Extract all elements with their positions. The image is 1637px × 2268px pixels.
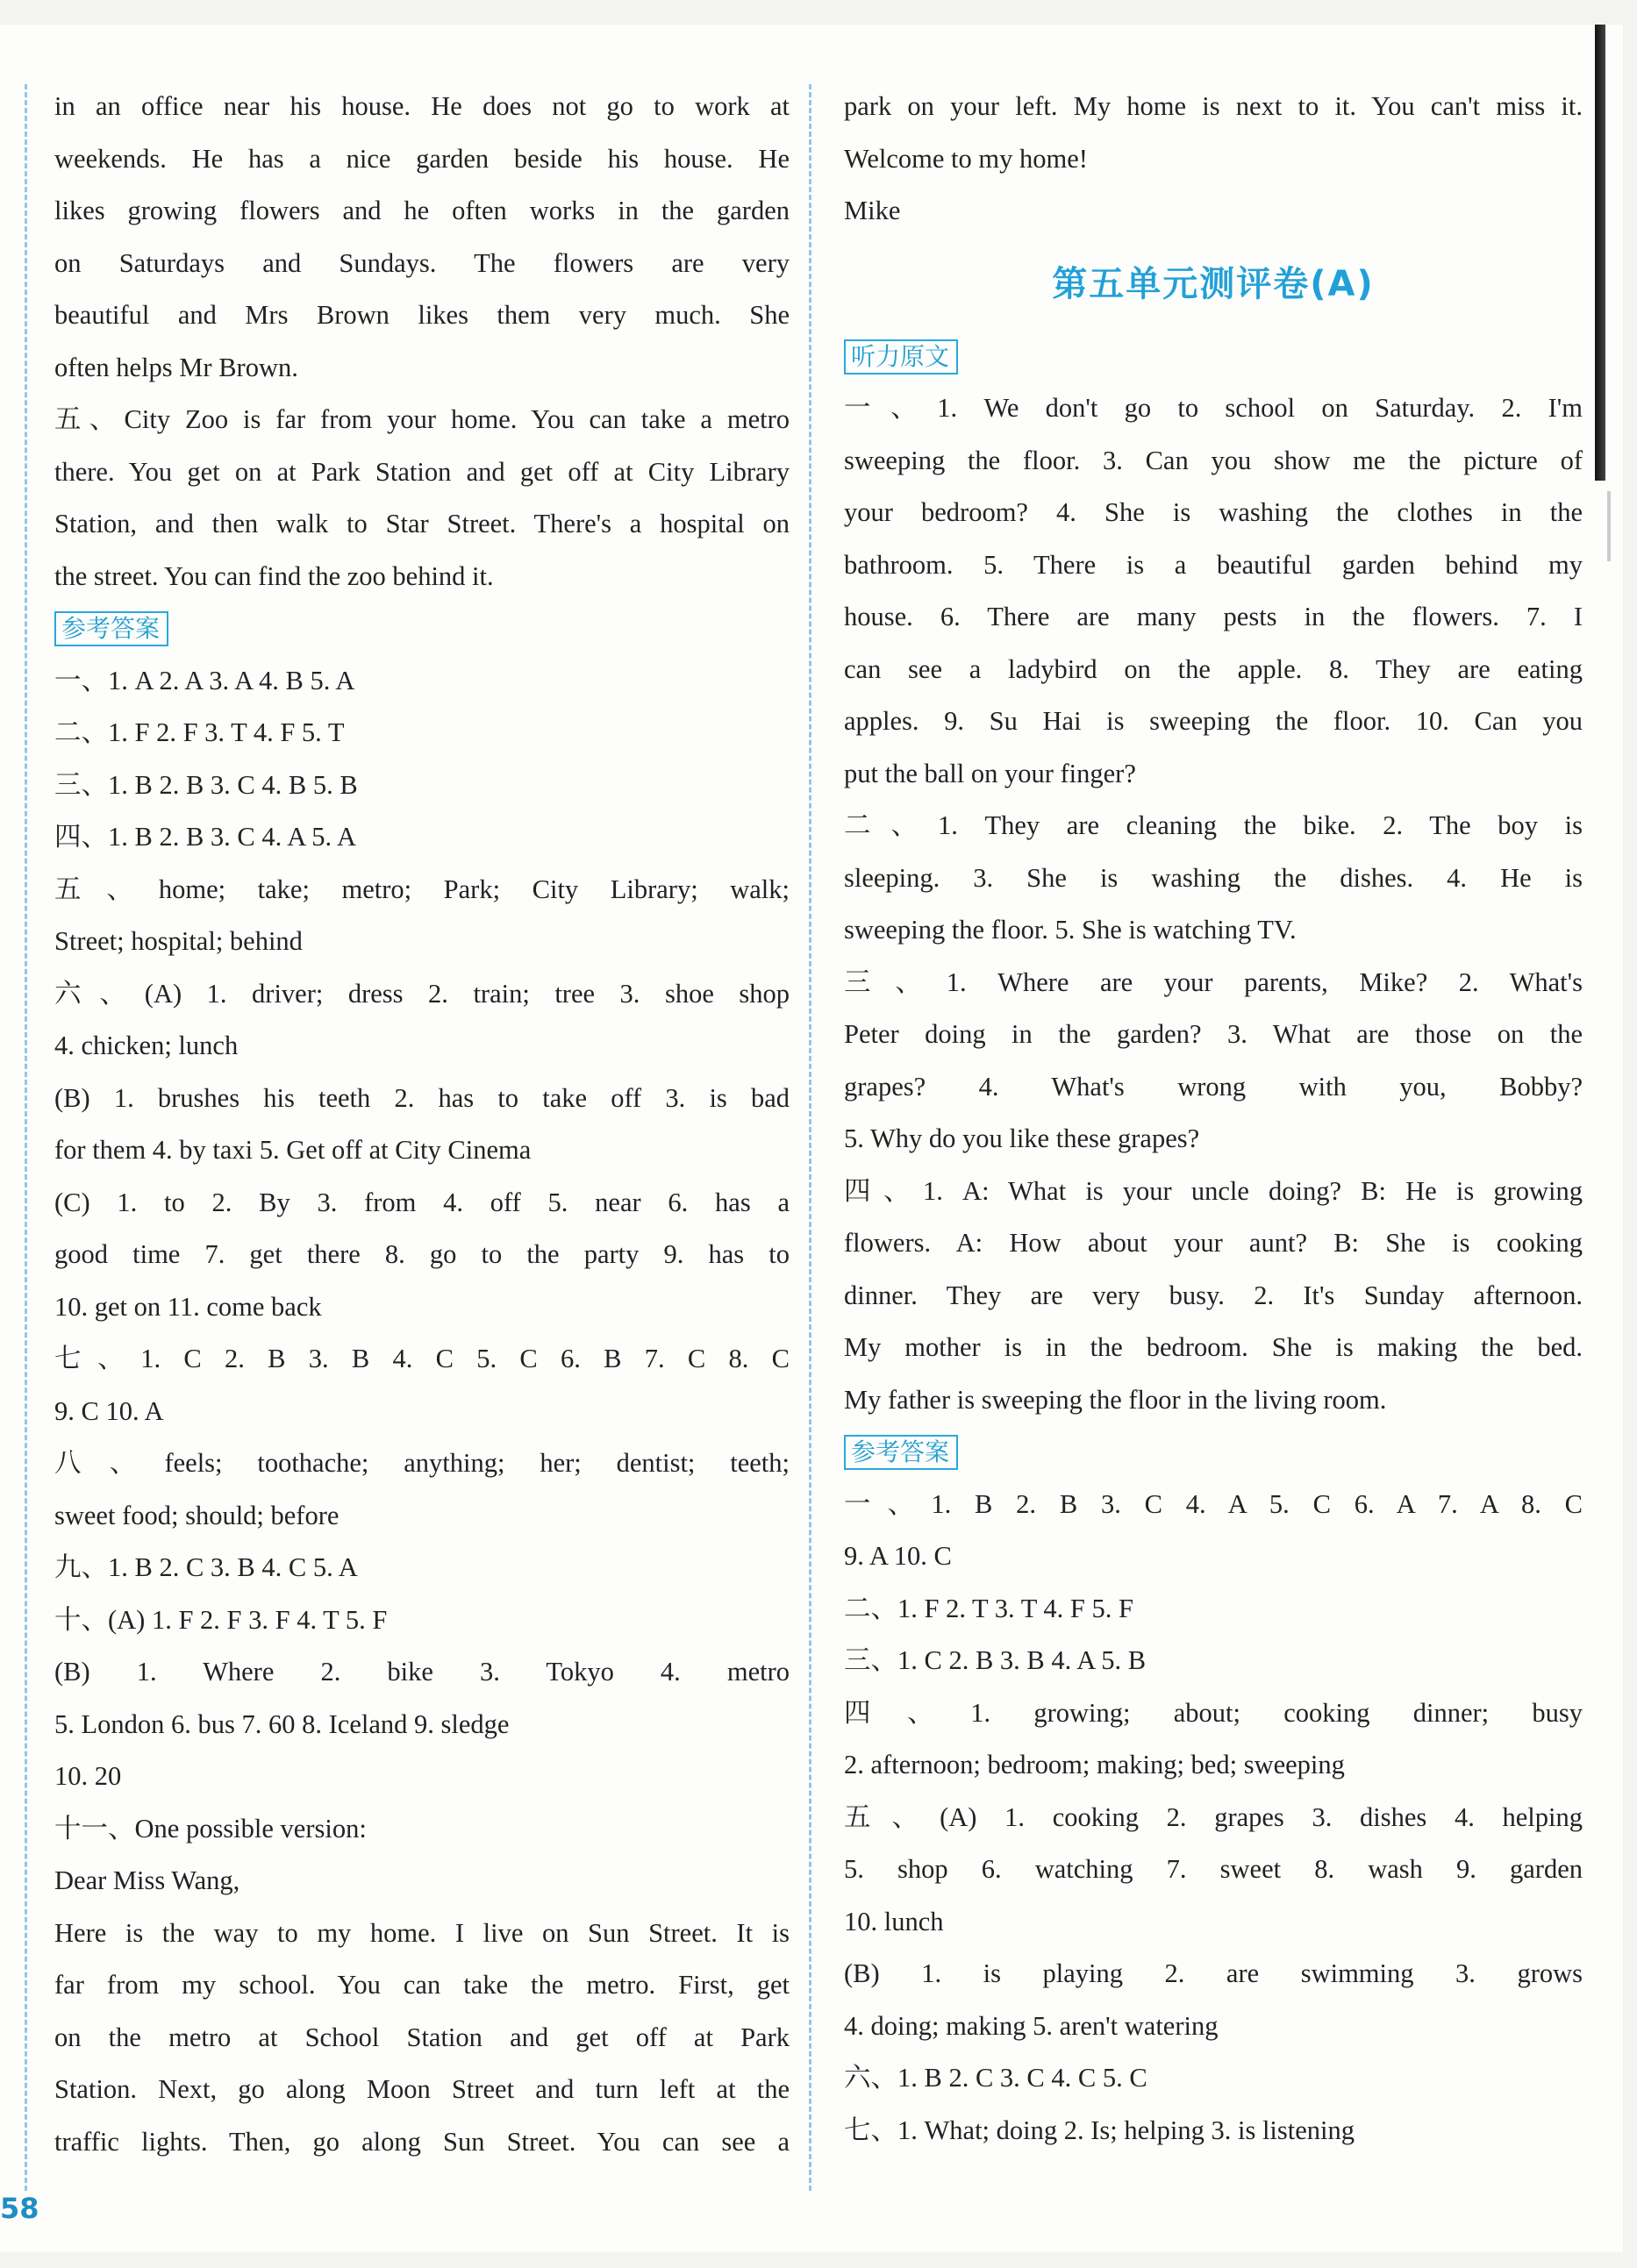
right-text-line: 二、1. F 2. T 3. T 4. F 5. F — [844, 1593, 1133, 1623]
right-text-line: bathroom. 5. There is a beautiful garden behind my — [844, 549, 1583, 580]
right-text-line: can see a ladybird on the apple. 8. They are eating — [844, 653, 1583, 684]
right-text-line: 四、1. A: What is your uncle doing? B: He is growing — [844, 1175, 1583, 1206]
left-text-line: 五、City Zoo is far from your home. You can take a metro — [54, 404, 790, 434]
left-text-line: likes growing flowers and he often works in the garden — [54, 196, 790, 225]
right-text-line: 五、(A) 1. cooking 2. grapes 3. dishes 4. helping — [844, 1801, 1583, 1832]
right-text-line: 5. Why do you like these grapes? — [844, 1123, 1200, 1153]
left-text-line: 九、1. B 2. C 3. B 4. C 5. A — [54, 1552, 358, 1582]
right-text-line: house. 6. There are many pests in the flowers. 7. I — [844, 602, 1583, 631]
right-text-line: flowers. A: How about your aunt? B: She is cooking — [844, 1228, 1583, 1258]
left-text-line: beautiful and Mrs Brown likes them very much. She — [54, 300, 790, 330]
section-tag-label: 听力原文 — [844, 339, 958, 374]
right-text-line: park on your left. My home is next to it. You can't miss it. — [844, 91, 1583, 121]
left-text-line: 5. London 6. bus 7. 60 8. Iceland 9. sledge — [54, 1708, 510, 1739]
left-text-line: (B) 1. Where 2. bike 3. Tokyo 4. metro — [54, 1657, 790, 1687]
right-text-line: 2. afternoon; bedroom; making; bed; sweeping — [844, 1750, 1345, 1779]
right-text-line: dinner. They are very busy. 2. It's Sunday afternoon. — [844, 1280, 1583, 1310]
right-text-line: sweeping the floor. 3. Can you show me the picture of — [844, 445, 1583, 475]
page-number: 58 — [0, 2192, 39, 2225]
left-column — [54, 81, 790, 2168]
left-section-tag — [54, 603, 790, 655]
left-text-line: there. You get on at Park Station and get off at City Library — [54, 456, 790, 487]
left-text-line: 十一、One possible version: — [54, 1813, 367, 1844]
left-text-line: 二、1. F 2. F 3. T 4. F 5. T — [54, 717, 345, 747]
left-text-line: for them 4. by taxi 5. Get off at City Cinema — [54, 1135, 532, 1165]
left-text-line: 八、feels; toothache; anything; her; dentist; teeth; — [54, 1448, 790, 1478]
right-text-line: 二、1. They are cleaning the bike. 2. The boy is — [844, 810, 1583, 840]
right-text-line: Welcome to my home! — [844, 143, 1088, 174]
left-text-line: Station, and then walk to Star Street. There's a hospital on — [54, 509, 790, 538]
left-text-line: Here is the way to my home. I live on Sun Street. It is — [54, 1917, 790, 1948]
right-text-line: sweeping the floor. 5. She is watching TV. — [844, 915, 1297, 945]
right-text-line: 六、1. B 2. C 3. C 4. C 5. C — [844, 2063, 1147, 2093]
page-binding-mark — [1607, 491, 1611, 561]
left-text-line: on Saturdays and Sundays. The flowers are very — [54, 247, 790, 278]
left-text-line: 六、(A) 1. driver; dress 2. train; tree 3. shoe shop — [54, 978, 790, 1009]
left-text-line: (B) 1. brushes his teeth 2. has to take off 3. is bad — [54, 1082, 790, 1113]
unit-title: 第五单元测评卷(A) — [1052, 263, 1375, 304]
left-text-line: good time 7. get there 8. go to the party 9. has to — [54, 1239, 790, 1269]
column-divider — [809, 84, 811, 2191]
left-text-line: 10. get on 11. come back — [54, 1291, 322, 1322]
right-text-line: apples. 9. Su Hai is sweeping the floor. 10. Can you — [844, 706, 1583, 736]
right-section-tag — [844, 1426, 1583, 1479]
right-text-line: 10. lunch — [844, 1906, 944, 1936]
left-text-line: 四、1. B 2. B 3. C 4. A 5. A — [54, 822, 357, 852]
left-text-line: Dear Miss Wang, — [54, 1865, 240, 1895]
left-text-line: on the metro at School Station and get off at Park — [54, 2022, 790, 2052]
left-text-line: weekends. He has a nice garden beside his house. He — [54, 143, 790, 174]
right-text-line: 四、1. growing; about; cooking dinner; busy — [844, 1697, 1583, 1728]
right-text-line: put the ball on your finger? — [844, 758, 1136, 788]
right-text-line: your bedroom? 4. She is washing the clothes in the — [844, 497, 1583, 527]
right-text-line: grapes? 4. What's wrong with you, Bobby? — [844, 1071, 1583, 1102]
left-text-line: far from my school. You can take the metro. First, get — [54, 1970, 790, 2000]
left-text-line: 9. C 10. A — [54, 1395, 164, 1426]
right-text-line: Mike — [844, 196, 901, 225]
right-text-line: 七、1. What; doing 2. Is; helping 3. is listening — [844, 2115, 1355, 2145]
right-column — [844, 81, 1583, 2157]
left-text-line: sweet food; should; before — [54, 1500, 340, 1530]
right-text-line: 5. shop 6. watching 7. sweet 8. wash 9. garden — [844, 1854, 1583, 1884]
left-text-line: often helps Mr Brown. — [54, 352, 298, 382]
right-text-line: Peter doing in the garden? 3. What are those on the — [844, 1019, 1583, 1049]
right-section-tag — [844, 331, 1583, 383]
left-text-line: 十、(A) 1. F 2. F 3. F 4. T 5. F — [54, 1604, 388, 1635]
right-text-line: 9. A 10. C — [844, 1541, 952, 1571]
right-text-line: 一、1. We don't go to school on Saturday. 2. I'm — [844, 393, 1583, 423]
right-text-line: (B) 1. is playing 2. are swimming 3. grows — [844, 1958, 1583, 1988]
left-text-line: 七、1. C 2. B 3. B 4. C 5. C 6. B 7. C 8. C — [54, 1344, 790, 1373]
left-text-line: the street. You can find the zoo behind it. — [54, 560, 494, 591]
right-text-line: 三、1. Where are your parents, Mike? 2. What's — [844, 966, 1583, 997]
left-text-line: Station. Next, go along Moon Street and turn left at the — [54, 2074, 790, 2104]
left-text-line: (C) 1. to 2. By 3. from 4. off 5. near 6. has a — [54, 1187, 790, 1217]
left-text-line: 三、1. B 2. B 3. C 4. B 5. B — [54, 769, 358, 800]
left-text-line: 4. chicken; lunch — [54, 1031, 239, 1060]
left-text-line: Street; hospital; behind — [54, 926, 303, 956]
section-tag-label: 参考答案 — [844, 1435, 958, 1470]
right-text-line: 三、1. C 2. B 3. B 4. A 5. B — [844, 1645, 1147, 1675]
page-binding-edge — [1595, 25, 1605, 481]
left-text-line: traffic lights. Then, go along Sun Street. You can see a — [54, 2126, 790, 2157]
section-tag-label: 参考答案 — [54, 611, 168, 646]
right-text-line: My mother is in the bedroom. She is making the bed. — [844, 1332, 1583, 1362]
left-text-line: in an office near his house. He does not go to work at — [54, 91, 790, 121]
left-margin-divider — [25, 84, 27, 2191]
left-text-line: 一、1. A 2. A 3. A 4. B 5. A — [54, 665, 355, 695]
right-text-line: sleeping. 3. She is washing the dishes. 4. He is — [844, 862, 1583, 893]
left-text-line: 五、home; take; metro; Park; City Library; walk; — [54, 874, 790, 904]
right-text-line: 一、1. B 2. B 3. C 4. A 5. C 6. A 7. A 8. C — [844, 1488, 1583, 1519]
right-text-line: 4. doing; making 5. aren't watering — [844, 2010, 1219, 2041]
right-text-line: My father is sweeping the floor in the living room. — [844, 1384, 1387, 1415]
left-text-line: 10. 20 — [54, 1761, 122, 1791]
